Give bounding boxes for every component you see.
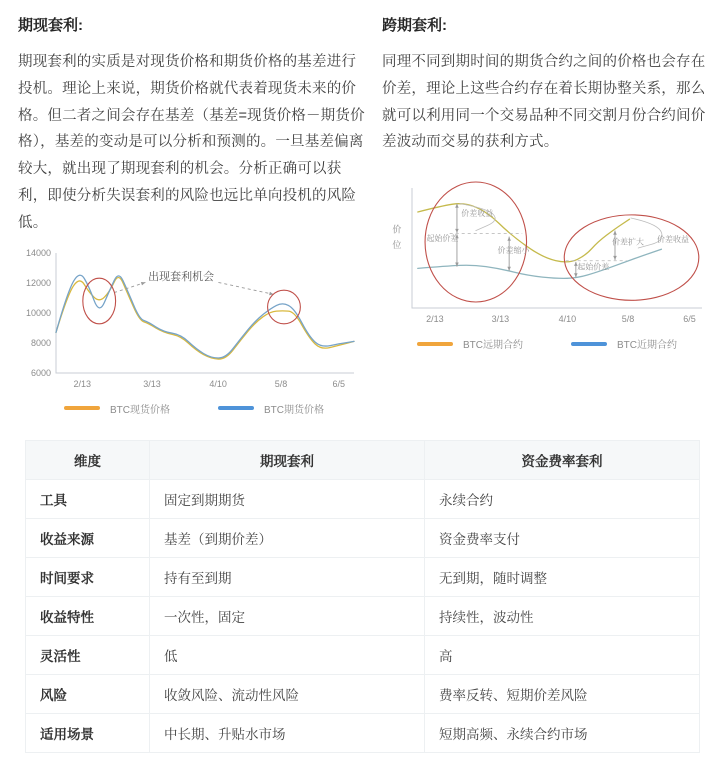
spot-arbitrage-title: 期现套利:: [18, 17, 83, 34]
series-line-BTC期货价格: [56, 275, 354, 358]
legend-swatch: [64, 406, 100, 410]
arrowhead: [507, 237, 511, 241]
x-tick-label: 4/10: [558, 314, 577, 325]
y-tick-label: 6000: [30, 367, 51, 378]
annotation-arrow: [114, 282, 145, 292]
arrowhead: [141, 282, 146, 285]
table-header-row: [26, 440, 700, 479]
y-tick-label: 14000: [25, 247, 51, 258]
table-row: [26, 596, 700, 635]
table-row: [26, 635, 700, 674]
row-label-cell: 时间要求: [26, 557, 150, 596]
spot-chart-legend: [18, 401, 370, 416]
annotation-label: 起始价差: [577, 262, 610, 272]
legend-label: BTC现货价格: [110, 404, 170, 416]
x-tick-label: 3/13: [491, 314, 510, 325]
comparison-table-head: [26, 440, 700, 479]
legend-label: BTC期货价格: [264, 404, 324, 416]
x-tick-label: 5/8: [274, 378, 288, 389]
table-row: [26, 674, 700, 713]
value-cell: 持续性，波动性: [425, 596, 700, 635]
annotation-label: 出现套利机会: [148, 270, 215, 283]
series-line-BTC近期合约: [418, 249, 662, 278]
value-cell: 一次性，固定: [150, 596, 425, 635]
chart-canvas: [18, 245, 366, 397]
row-label-cell: 风险: [26, 674, 150, 713]
legend-item: [218, 401, 324, 416]
value-cell: 无到期，随时调整: [425, 557, 700, 596]
legend-item: [571, 336, 677, 351]
value-cell: 高: [425, 635, 700, 674]
contract-spread-chart: [382, 172, 712, 332]
legend-label: BTC远期合约: [463, 340, 523, 352]
legend-swatch: [417, 342, 453, 346]
x-tick-label: 4/10: [209, 378, 227, 389]
annotation-label: 起始价差: [426, 234, 459, 244]
x-tick-label: 6/5: [332, 378, 346, 389]
series-line-BTC现货价格: [56, 277, 354, 359]
value-cell: 永续合约: [425, 479, 700, 518]
x-tick-label: 2/13: [426, 314, 444, 325]
annotation-label: 价差扩大: [612, 237, 645, 247]
table-row: [26, 479, 700, 518]
value-cell: 资金费率支付: [425, 518, 700, 557]
y-tick-label: 12000: [25, 277, 51, 288]
value-cell: 低: [150, 635, 425, 674]
y-tick-label: 8000: [30, 337, 51, 348]
value-cell: 基差（到期价差）: [150, 518, 425, 557]
two-column-layout: [18, 10, 711, 416]
spot-futures-price-chart: [18, 245, 370, 397]
comparison-table: [25, 440, 700, 753]
chart-canvas: [382, 172, 712, 332]
arrowhead: [455, 229, 459, 233]
legend-item: [417, 336, 523, 351]
legend-swatch: [218, 406, 254, 410]
value-cell: 短期高频、永续合约市场: [425, 713, 700, 752]
y-tick-label: 10000: [25, 307, 51, 318]
legend-label: BTC近期合约: [617, 340, 677, 352]
row-label-cell: 收益特性: [26, 596, 150, 635]
value-cell: 持有至到期: [150, 557, 425, 596]
calendar-arbitrage-paragraph: 同理不同到期时间的期货合约之间的价格也会存在价差，理论上这些合约存在着长期协整关系，那么就可以利用同一个交易品种不同交割月份合约间价差波动而交易的获利方式。: [382, 54, 706, 151]
table-header-cell: 维度: [26, 440, 150, 479]
row-label-cell: 收益来源: [26, 518, 150, 557]
arrowhead: [613, 256, 617, 260]
legend-swatch: [571, 342, 607, 346]
annotation-label: 价差收益: [657, 235, 689, 245]
spot-arbitrage-paragraph: 期现套利的实质是对现货价格和期货价格的基差进行投机。理论上来说，期货价格就代表着现货未来的价格。但二者之间会存在基差（基差=现货价格－期货价格），基差的变动是可以分析和预测的。一旦基差偏离较大，就出现了期现套利的机会。分析正确可以获利，即使分析失误套利的风险也远比单向投机的风险低。: [18, 54, 365, 231]
annotation-arrow: [218, 282, 273, 294]
axis: [412, 188, 702, 308]
annotation-label: 价: [392, 224, 402, 235]
comparison-table-wrapper: [18, 440, 711, 753]
x-tick-label: 5/8: [621, 314, 635, 325]
calendar-arbitrage-section: [382, 10, 712, 416]
table-row: [26, 557, 700, 596]
annotation-label: 位: [392, 240, 402, 251]
value-cell: 费率反转、短期价差风险: [425, 674, 700, 713]
highlight-ellipse: [564, 215, 699, 300]
arrowhead: [613, 231, 617, 235]
row-label-cell: 灵活性: [26, 635, 150, 674]
highlight-ellipse: [83, 278, 116, 324]
x-tick-label: 2/13: [73, 378, 91, 389]
table-row: [26, 518, 700, 557]
value-cell: 固定到期期货: [150, 479, 425, 518]
spot-arbitrage-section: [18, 10, 370, 416]
value-cell: 中长期、升贴水市场: [150, 713, 425, 752]
calendar-arbitrage-title: 跨期套利:: [382, 17, 447, 34]
annotation-label: 价差缩小: [497, 246, 530, 256]
row-label-cell: 工具: [26, 479, 150, 518]
calendar-chart-legend: [382, 336, 712, 351]
x-tick-label: 3/13: [143, 378, 161, 389]
comparison-table-body: [26, 479, 700, 752]
legend-item: [64, 401, 170, 416]
table-header-cell: 资金费率套利: [425, 440, 700, 479]
table-header-cell: 期现套利: [150, 440, 425, 479]
x-tick-label: 6/5: [683, 314, 696, 325]
annotation-label: 价差收益: [461, 209, 494, 219]
row-label-cell: 适用场景: [26, 713, 150, 752]
table-row: [26, 713, 700, 752]
value-cell: 收敛风险、流动性风险: [150, 674, 425, 713]
